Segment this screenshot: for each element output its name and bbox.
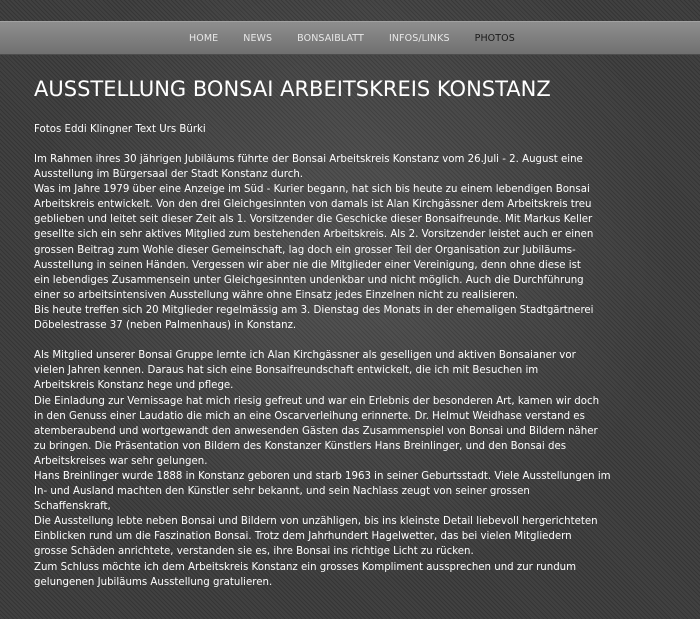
article-line: gelungenen Jubiläums Ausstellung gratulieren.	[34, 576, 273, 588]
article-line: Bis heute treffen sich 20 Mitglieder regelmässig am 3. Dienstag des Monats in der ehemaligen Stadtgärtnerei	[34, 304, 594, 316]
article-line: Die Ausstellung lebte neben Bonsai und Bildern von unzähligen, bis ins kleinste Detail liebevoll hergerichteten	[34, 516, 598, 528]
article-line: in den Genuss einer Laudatio die mich an eine Oscarverleihung erinnerte. Dr. Helmut Weidhase verstand es	[34, 410, 585, 422]
article-line: Arbeitskreis Konstanz hege und pflege.	[34, 380, 234, 392]
photo-text-credits: Fotos Eddi Klingner Text Urs Bürki	[34, 124, 206, 135]
article-body	[34, 152, 674, 590]
article-line: atemberaubend und wortgewandt den anwesenden Gästen das Zusammenspiel von Bonsai und Bildern näher	[34, 425, 598, 437]
main-navigation	[189, 22, 540, 54]
article-line: Ausstellung in seinen Händen. Vergessen wir aber nie die Mitglieder einer Vereinigung, denn ohne diese ist	[34, 259, 581, 271]
article-line: Zum Schluss möchte ich dem Arbeitskreis Konstanz ein grosses Kompliment aussprechen und zur rundum	[34, 561, 577, 573]
nav-link-home[interactable]: HOME	[189, 32, 219, 44]
article-paragraph-exhibition	[34, 348, 674, 590]
article-line: Im Rahmen ihres 30 jährigen Jubiläums führte der Bonsai Arbeitskreis Konstanz vom 26.Juli - 2. August eine	[34, 154, 583, 165]
article-paragraph-history	[34, 152, 674, 333]
article-line: Als Mitglied unserer Bonsai Gruppe lernte ich Alan Kirchgässner als geselligen und aktiven Bonsaianer vor	[34, 350, 576, 362]
article-line: gesellte sich ein sehr aktives Mitglied zum bestehenden Arbeitskreis. Als 2. Vorsitzender leistet auch er einen	[34, 229, 594, 241]
article-line: In- und Ausland machten den Künstler sehr bekannt, und sein Nachlass zeugt von seiner grossen	[34, 486, 530, 498]
nav-link-infos-links[interactable]: INFOS/LINKS	[388, 32, 450, 44]
article-line: geblieben und leitet seit dieser Zeit als 1. Vorsitzender die Geschicke dieser Bonsaifreunde. Mit Markus Keller	[34, 214, 593, 226]
article-line: Einblicken rund um die Faszination Bonsai. Trotz dem Jahrhundert Hagelwetter, das bei vielen Mitgliedern	[34, 531, 572, 543]
main-navigation-bar	[0, 21, 700, 55]
article-line: Döbelestrasse 37 (neben Palmenhaus) in Konstanz.	[34, 320, 297, 332]
article-line: ein lebendiges Zusammensein unter Gleichgesinnten undenkbar und nicht möglich. Auch die Durchführung	[34, 274, 584, 286]
article-line: Arbeitskreises war sehr gelungen.	[34, 455, 208, 467]
paragraph-spacer	[34, 333, 674, 348]
article-line: Was im Jahre 1979 über eine Anzeige im Süd - Kurier begann, hat sich bis heute zu einem lebendigen Bonsai	[34, 184, 590, 196]
article-line: Hans Breinlinger wurde 1888 in Konstanz geboren und starb 1963 in seiner Geburtsstadt. Viele Ausstellungen im	[34, 470, 611, 482]
article-line: Die Einladung zur Vernissage hat mich riesig gefreut und war ein Erlebnis der besonderen Art, kamen wir doch	[34, 395, 600, 407]
article-line: grosse Schäden anrichtete, verstanden sie es, ihre Bonsai ins richtige Licht zu rücken.	[34, 546, 474, 558]
article-line: zu bringen. Die Präsentation von Bildern des Konstanzer Künstlers Hans Breinlinger, und den Bonsai des	[34, 440, 567, 452]
article-line: Schaffenskraft,	[34, 501, 111, 513]
nav-link-bonsaiblatt[interactable]: BONSAIBLATT	[297, 32, 364, 44]
nav-link-photos[interactable]: PHOTOS	[474, 32, 515, 44]
article-line: einer so arbeitsintensiven Ausstellung währe ohne Einsatz jedes Einzelnen nicht zu realisieren.	[34, 289, 519, 301]
article-line: grossen Beitrag zum Wohle dieser Gemeinschaft, lag doch ein grosser Teil der Organisation zur Jubiläums-	[34, 244, 576, 256]
article-line: Arbeitskreis entwickelt. Von den drei Gleichgesinnten von damals ist Alan Kirchgässner dem Arbeitskreis treu	[34, 199, 592, 211]
nav-link-news[interactable]: NEWS	[243, 32, 273, 44]
article-line: vielen Jahren kennen. Daraus hat sich eine Bonsaifreundschaft entwickelt, die ich mit Besuchen im	[34, 365, 539, 377]
article-line: Ausstellung im Bürgersaal der Stadt Konstanz durch.	[34, 169, 304, 181]
page-title: AUSSTELLUNG BONSAI ARBEITSKREIS KONSTANZ	[34, 77, 551, 101]
